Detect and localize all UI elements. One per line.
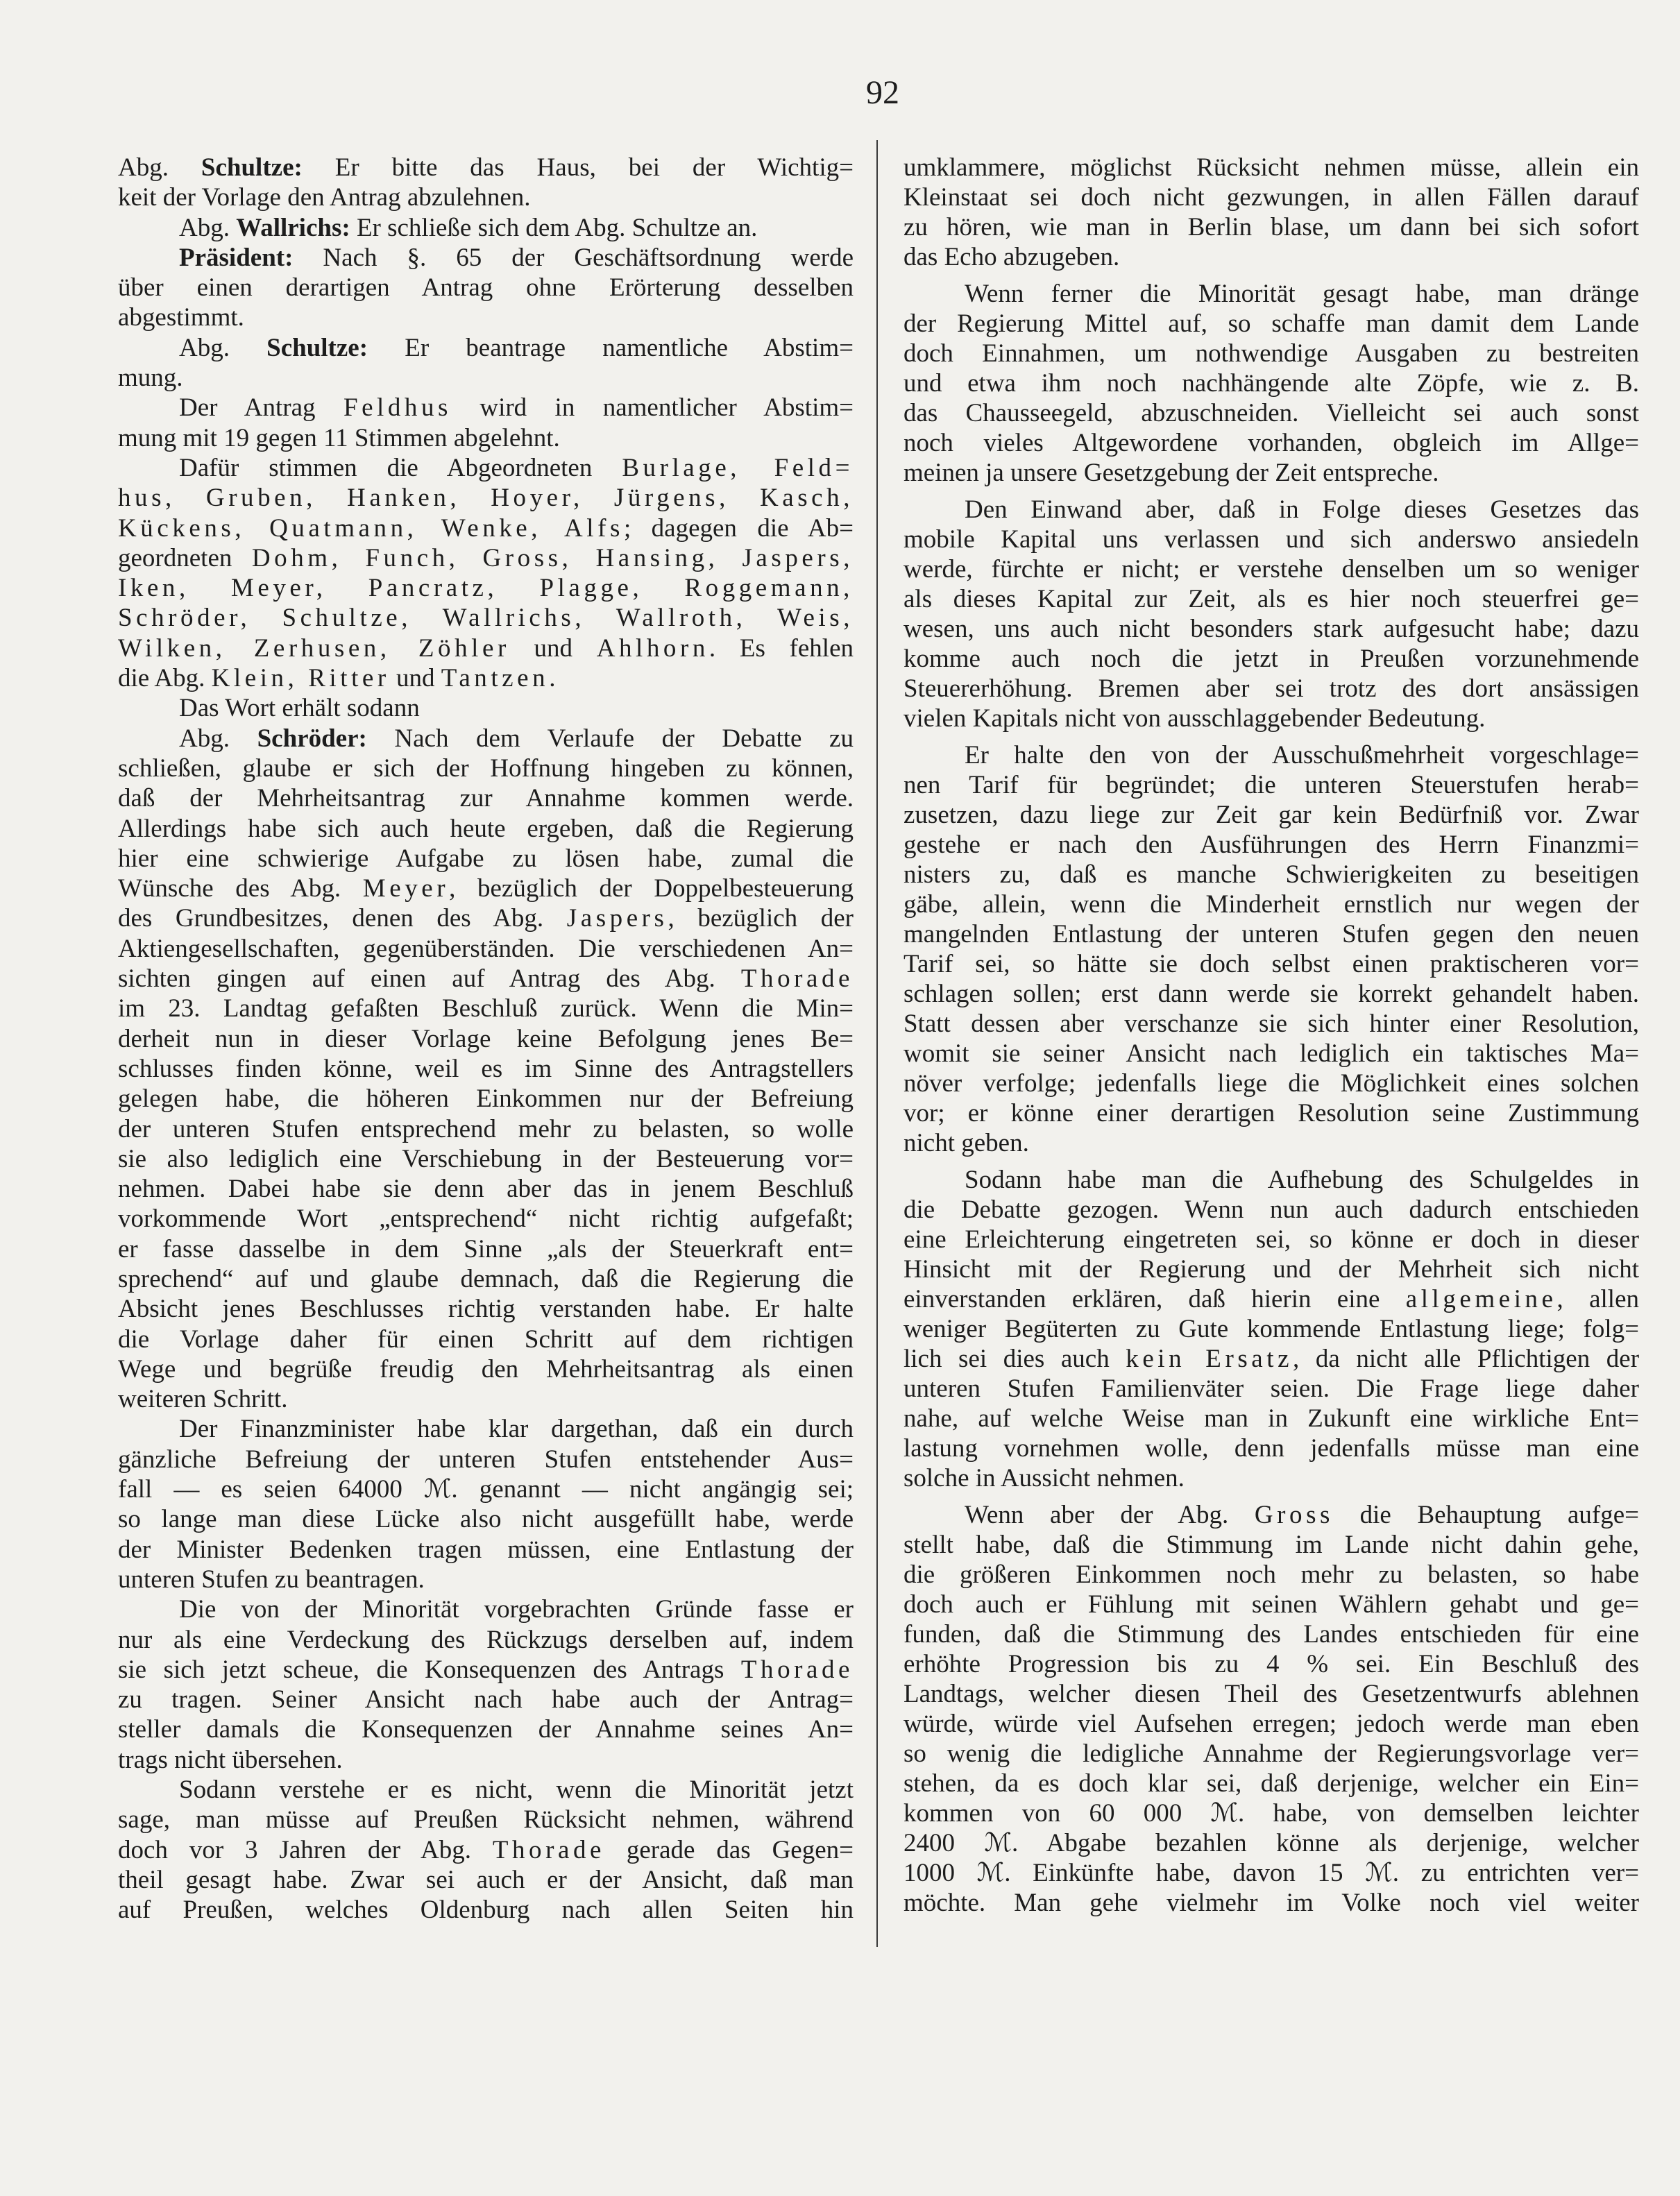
text-run: Sodann verstehe er es nicht, wenn die Minorität jetzt (179, 1776, 854, 1805)
spaced-emphasis: Ahlhorn (596, 633, 709, 663)
text-line (118, 1174, 854, 1204)
text-run: die Debatte gezogen. Wenn nun auch dadurch entschieden (903, 1195, 1639, 1224)
text-line (903, 1619, 1639, 1649)
spaced-emphasis: Wilken, Zerhusen, Zöhler (118, 633, 510, 663)
left-column (118, 153, 854, 1925)
text-run: Die von der Minorität vorgebrachten Gründe fasse er (179, 1595, 854, 1624)
spaced-emphasis: allgemeine (1405, 1285, 1557, 1313)
page-number: 92 (866, 74, 899, 111)
text-line (903, 1098, 1639, 1128)
text-line (903, 1709, 1639, 1739)
text-line (903, 949, 1639, 979)
text-line (903, 644, 1639, 674)
text-run: lich sei dies auch (903, 1345, 1126, 1373)
text-line (118, 423, 854, 453)
text-line (903, 1225, 1639, 1254)
text-line (118, 964, 854, 994)
text-run: die größeren Einkommen noch mehr zu belasten, so habe (903, 1560, 1639, 1589)
text-run: Kleinstaat sei doch nicht gezwungen, in allen Fällen darauf (903, 183, 1639, 212)
text-line (903, 1888, 1639, 1918)
text-line (903, 860, 1639, 890)
text-run: und (389, 664, 441, 693)
text-line (118, 994, 854, 1023)
text-run: nisters zu, daß es manche Schwierigkeiten zu beseitigen (903, 860, 1639, 889)
text-line (118, 724, 854, 754)
text-run: . Es fehlen (709, 633, 854, 663)
text-run: gelegen habe, die höheren Einkommen nur der Befreiung (118, 1084, 854, 1114)
right-column (903, 153, 1639, 1918)
text-line (903, 242, 1639, 272)
text-line (903, 1433, 1639, 1463)
paragraph (118, 153, 854, 213)
spaced-emphasis: Thorade (492, 1835, 605, 1864)
text-run: zu tragen. Seiner Ansicht nach habe auch der Antrag= (118, 1685, 854, 1714)
text-line (118, 1625, 854, 1655)
text-run: , allen (1556, 1285, 1639, 1313)
text-run: weiteren Schritt. (118, 1385, 288, 1414)
paragraph (118, 1775, 854, 1925)
text-line (118, 363, 854, 393)
text-run: erhöhte Progression bis zu 4 % sei. Ein Beschluß des (903, 1650, 1639, 1678)
text-run: sichten gingen auf einen auf Antrag des Abg. (118, 964, 741, 994)
text-line (118, 1144, 854, 1174)
spaced-emphasis: kein Ersatz (1126, 1345, 1293, 1373)
text-line (118, 182, 854, 212)
text-run: auf Preußen, welches Oldenburg nach allen Seiten hin (118, 1896, 854, 1925)
text-run: die Abg. (118, 664, 212, 693)
text-run: wird in namentlicher Abstim= (451, 393, 854, 423)
text-line (118, 814, 854, 844)
text-run: als dieses Kapital zur Zeit, als es hier noch steuerfrei ge= (903, 585, 1639, 613)
text-run: gäbe, allein, wenn die Minderheit ernstlich nur wegen der (903, 890, 1639, 919)
text-run: so wenig die ledigliche Annahme der Regierungsvorlage ver= (903, 1739, 1639, 1768)
text-run: Abg. (179, 333, 267, 362)
text-line (118, 1234, 854, 1264)
paragraph (903, 279, 1639, 488)
text-run: der Regierung Mittel auf, so schaffe man damit dem Lande (903, 309, 1639, 338)
text-run: Er beantrage namentliche Abstim= (368, 333, 854, 362)
text-line (903, 1374, 1639, 1404)
spaced-emphasis: Dohm, Funch, Gross, Hansing, Jaspers, (251, 543, 854, 572)
text-run: steller damals die Konsequenzen der Annahme seines An= (118, 1715, 854, 1744)
text-line (903, 398, 1639, 428)
text-run: nur als eine Verdeckung des Rückzugs derselben auf, indem (118, 1625, 854, 1654)
text-run: Absicht jenes Beschlusses richtig verstanden habe. Er halte (118, 1295, 854, 1324)
text-run: . (549, 664, 556, 693)
text-run: über einen derartigen Antrag ohne Erörterung desselben (118, 273, 854, 303)
text-line (903, 1858, 1639, 1888)
text-run: Nach dem Verlaufe der Debatte zu (366, 724, 854, 753)
text-line (118, 1565, 854, 1594)
text-line (118, 633, 854, 663)
text-run: trags nicht übersehen. (118, 1745, 343, 1774)
text-line (903, 1128, 1639, 1158)
text-run: mobile Kapital uns verlassen und sich anderswo ansiedeln (903, 525, 1639, 554)
text-run: sprechend“ auf und glaube demnach, daß die Regierung die (118, 1264, 854, 1293)
text-line (118, 1895, 854, 1925)
text-line (118, 1504, 854, 1534)
text-run: Wünsche des Abg. (118, 874, 363, 903)
text-run: schlagen sollen; erst dann werde sie korrekt gehandelt haben. (903, 980, 1639, 1008)
text-line (903, 1009, 1639, 1039)
text-line (118, 1054, 854, 1084)
text-line (903, 1769, 1639, 1798)
text-line (903, 1590, 1639, 1619)
paragraph (118, 453, 854, 693)
text-line (903, 674, 1639, 704)
spaced-emphasis: Thorade (740, 964, 854, 994)
text-run: abgestimmt. (118, 303, 244, 332)
text-line (903, 554, 1639, 584)
text-run: Nach §. 65 der Geschäftsordnung werde (293, 243, 854, 272)
text-run: komme auch noch die jetzt in Preußen vorzunehmende (903, 645, 1639, 673)
text-run: Wenn aber der Abg. (965, 1501, 1255, 1529)
text-run: werde, fürchte er nicht; er verstehe denselben um so weniger (903, 555, 1639, 584)
text-line (903, 1404, 1639, 1433)
paragraph (118, 393, 854, 453)
text-line (903, 279, 1639, 309)
paragraph (118, 724, 854, 1415)
text-line (118, 1414, 854, 1444)
speaker-name: Schröder: (257, 724, 367, 753)
text-run: 2400 ℳ. Abgabe bezahlen könne als derjenige, welcher (903, 1829, 1639, 1857)
text-run: sie sich jetzt scheue, die Konsequenzen des Antrags (118, 1655, 741, 1684)
text-run: eine Erleichterung eingetreten sei, so könne er doch in dieser (903, 1225, 1639, 1254)
text-line (903, 428, 1639, 458)
text-run: Aktiengesellschaften, gegenüberständen. Die verschiedenen An= (118, 934, 854, 963)
text-line (118, 1384, 854, 1414)
text-run: nahe, auf welche Weise man in Zukunft eine wirkliche Ent= (903, 1404, 1639, 1433)
text-run: schlusses finden könne, weil es im Sinne des Antragstellers (118, 1054, 854, 1083)
text-run: das Chausseegeld, abzuschneiden. Vielleicht sei auch sonst (903, 399, 1639, 427)
text-run: mung mit 19 gegen 11 Stimmen abgelehnt. (118, 423, 560, 452)
text-line (118, 603, 854, 633)
paragraph (903, 1165, 1639, 1493)
text-line (118, 754, 854, 783)
text-line (118, 543, 854, 573)
text-line (118, 1865, 854, 1895)
text-run: unteren Stufen Familienväter seien. Die Frage liege daher (903, 1374, 1639, 1403)
spaced-emphasis: Gross (1254, 1501, 1334, 1529)
text-line (118, 153, 854, 182)
text-line (903, 1069, 1639, 1098)
paragraph (903, 740, 1639, 1158)
text-line (118, 243, 854, 273)
text-run: zu hören, wie man in Berlin blase, um dann bei sich sofort (903, 213, 1639, 241)
text-line (903, 525, 1639, 554)
text-run: Das Wort erhält sodann (179, 694, 420, 723)
paragraph (118, 1414, 854, 1594)
text-run: nen Tarif für begründet; die unteren Steuerstufen herab= (903, 771, 1639, 799)
text-run: des Grundbesitzes, denen des Abg. (118, 904, 567, 933)
text-line (903, 919, 1639, 949)
text-run: der unteren Stufen entsprechend mehr zu belasten, so wolle (118, 1114, 854, 1143)
text-run: Er schließe sich dem Abg. Schultze an. (350, 213, 758, 242)
text-line (903, 1039, 1639, 1069)
text-line (118, 693, 854, 723)
text-line (903, 1344, 1639, 1374)
text-run: Den Einwand aber, daß in Folge dieses Gesetzes das (965, 495, 1639, 524)
text-line (118, 333, 854, 363)
text-line (118, 513, 854, 543)
text-run: sie also lediglich eine Verschiebung in der Besteuerung vor= (118, 1144, 854, 1173)
text-run: mangelnden Entlastung der unteren Stufen gegen den neuen (903, 920, 1639, 948)
text-line (118, 1264, 854, 1294)
text-line (118, 1024, 854, 1054)
text-line (903, 1463, 1639, 1493)
text-run: möchte. Man gehe vielmehr im Volke noch viel weiter (903, 1889, 1639, 1917)
speaker-name: Präsident: (179, 243, 294, 272)
text-run: stehen, da es doch klar sei, daß derjenige, welcher ein Ein= (903, 1769, 1639, 1798)
text-run: Steuererhöhung. Bremen aber sei trotz des dort ansässigen (903, 674, 1639, 703)
text-run: kommen von 60 000 ℳ. habe, von demselben leichter (903, 1799, 1639, 1828)
spaced-emphasis: Tantzen (441, 664, 550, 693)
spaced-emphasis: Feldhus (343, 393, 452, 423)
text-run: Er bitte das Haus, bei der Wichtig= (302, 153, 854, 182)
spaced-emphasis: Burlage, Feld= (622, 453, 854, 482)
text-line (903, 979, 1639, 1009)
text-line (903, 1254, 1639, 1284)
text-run: die Behauptung aufge= (1333, 1501, 1639, 1529)
text-line (118, 1474, 854, 1504)
text-line (903, 1500, 1639, 1530)
text-line (118, 783, 854, 813)
text-run: einverstanden erklären, daß hierin eine (903, 1285, 1406, 1313)
paragraph (118, 1594, 854, 1775)
text-line (903, 1530, 1639, 1560)
paragraph (903, 1500, 1639, 1918)
text-line (118, 1805, 854, 1835)
text-run: meinen ja unsere Gesetzgebung der Zeit entspreche. (903, 459, 1439, 487)
text-line (903, 1828, 1639, 1858)
text-run: , bezüglich der Doppelbesteuerung (449, 874, 854, 903)
text-line (903, 458, 1639, 488)
text-run: theil gesagt habe. Zwar sei auch er der Ansicht, daß man (118, 1865, 854, 1894)
text-run: gänzliche Befreiung der unteren Stufen entstehender Aus= (118, 1445, 854, 1474)
text-line (118, 1714, 854, 1744)
text-run: doch Einnahmen, um nothwendige Ausgaben zu bestreiten (903, 339, 1639, 368)
text-run: vorkommende Wort „entsprechend“ nicht richtig aufgefaßt; (118, 1205, 854, 1234)
text-run: Allerdings habe sich auch heute ergeben, daß die Regierung (118, 814, 854, 843)
paragraph (903, 495, 1639, 733)
text-run: das Echo abzugeben. (903, 243, 1120, 271)
speaker-name: Schultze: (266, 333, 368, 362)
text-line (903, 800, 1639, 830)
text-line (903, 1165, 1639, 1195)
speaker-name: Wallrichs: (236, 213, 350, 242)
text-run: er fasse dasselbe in dem Sinne „als der Steuerkraft ent= (118, 1234, 854, 1263)
text-run: Wege und begrüße freudig den Mehrheitsantrag als einen (118, 1354, 854, 1384)
text-line (903, 1195, 1639, 1225)
text-run: nehmen. Dabei habe sie denn aber das in jenem Beschluß (118, 1175, 854, 1204)
text-run: , da nicht alle Pflichtigen der (1293, 1345, 1640, 1373)
paragraph (118, 243, 854, 333)
text-run: Abg. (179, 724, 257, 753)
text-run: 1000 ℳ. Einkünfte habe, davon 15 ℳ. zu entrichten ver= (903, 1859, 1639, 1887)
text-line (118, 874, 854, 903)
text-line (903, 614, 1639, 644)
text-run: Landtags, welcher diesen Theil des Gesetzentwurfs ablehnen (903, 1680, 1639, 1708)
text-line (118, 393, 854, 423)
spaced-emphasis: Schröder, Schultze, Wallrichs, Wallroth, Weis, (118, 604, 854, 633)
text-run: wesen, uns auch nicht besonders stark aufgesucht habe; dazu (903, 615, 1639, 643)
text-run: zusetzen, dazu liege zur Zeit gar kein Bedürfniß vor. Zwar (903, 801, 1639, 829)
text-line (903, 584, 1639, 614)
text-line (903, 740, 1639, 770)
text-run: die Vorlage daher für einen Schritt auf dem richtigen (118, 1325, 854, 1354)
text-run: Wenn ferner die Minorität gesagt habe, man dränge (965, 280, 1639, 308)
text-line (118, 1745, 854, 1775)
text-run: Statt dessen aber verschanze sie sich hinter einer Resolution, (903, 1010, 1639, 1038)
text-run: hier eine schwierige Aufgabe zu lösen habe, zumal die (118, 844, 854, 873)
paragraph (118, 213, 854, 243)
text-line (118, 1835, 854, 1865)
text-run: stellt habe, daß die Stimmung im Lande nicht dahin gehe, (903, 1531, 1639, 1559)
text-line (118, 1535, 854, 1565)
text-line (118, 844, 854, 874)
text-run: Abg. (179, 213, 237, 242)
text-run: daß der Mehrheitsantrag zur Annahme kommen werde. (118, 784, 854, 813)
text-run: schließen, glaube er sich der Hoffnung hingeben zu können, (118, 754, 854, 783)
text-line (118, 663, 854, 693)
text-line (903, 1679, 1639, 1709)
text-run: gerade das Gegen= (604, 1835, 854, 1864)
text-run: lastung vornehmen wolle, denn jedenfalls müsse man eine (903, 1434, 1639, 1463)
text-run: Tarif sei, so hätte sie doch selbst einen praktischeren vor= (903, 950, 1639, 978)
text-run: würde, würde viel Aufsehen erregen; jedoch werde man eben (903, 1710, 1639, 1738)
text-run: noch vieles Altgewordene vorhanden, obgleich im Allge= (903, 429, 1639, 457)
text-run: womit sie seiner Ansicht nach lediglich ein taktisches Ma= (903, 1039, 1639, 1068)
text-line (903, 212, 1639, 242)
text-run: Der Antrag (179, 393, 343, 423)
spaced-emphasis: Jaspers (566, 904, 668, 933)
column-divider (876, 140, 878, 1947)
text-line (118, 1594, 854, 1624)
paragraph (118, 333, 854, 393)
text-line (903, 182, 1639, 212)
text-run: nicht geben. (903, 1129, 1029, 1157)
text-run: növer verfolge; jedenfalls liege die Möglichkeit eines solchen (903, 1069, 1639, 1098)
text-run: und etwa ihm noch nachhängende alte Zöpfe, wie z. B. (903, 369, 1639, 398)
text-run: und (509, 633, 597, 663)
text-line (118, 1445, 854, 1474)
text-run: derheit nun in dieser Vorlage keine Befolgung jenes Be= (118, 1024, 854, 1053)
text-run: vielen Kapitals nicht von ausschlaggebender Bedeutung. (903, 704, 1486, 733)
spaced-emphasis: Klein, Ritter (211, 664, 390, 693)
text-line (903, 890, 1639, 919)
text-run: , bezüglich der (668, 904, 854, 933)
spaced-emphasis: Thorade (740, 1655, 854, 1684)
text-line (118, 934, 854, 964)
text-run: weniger Begüterten zu Gute kommende Entlastung liege; folg= (903, 1315, 1639, 1343)
text-run: solche in Aussicht nehmen. (903, 1464, 1185, 1492)
text-line (903, 704, 1639, 733)
text-run: sage, man müsse auf Preußen Rücksicht nehmen, während (118, 1805, 854, 1835)
spaced-emphasis: Kückens, Quatmann, Wenke, Alfs (118, 513, 624, 543)
text-line (903, 1284, 1639, 1314)
text-line (903, 1314, 1639, 1344)
text-line (903, 1649, 1639, 1679)
text-line (903, 309, 1639, 339)
text-line (118, 903, 854, 933)
text-run: Er halte den von der Ausschußmehrheit vorgeschlage= (965, 741, 1639, 769)
text-line (118, 1354, 854, 1384)
spaced-emphasis: hus, Gruben, Hanken, Hoyer, Jürgens, Kasch, (118, 484, 854, 513)
text-line (118, 573, 854, 603)
text-line (118, 1775, 854, 1805)
text-line (118, 1685, 854, 1714)
text-run: mung. (118, 364, 183, 393)
text-line (903, 1560, 1639, 1590)
text-run: ; dagegen die Ab= (623, 513, 854, 543)
text-run: im 23. Landtag gefaßten Beschluß zurück. Wenn die Min= (118, 994, 854, 1023)
text-line (903, 770, 1639, 800)
text-run: gestehe er nach den Ausführungen des Herrn Finanzmi= (903, 831, 1639, 859)
text-line (903, 339, 1639, 368)
text-run: doch vor 3 Jahren der Abg. (118, 1835, 493, 1864)
text-line (903, 368, 1639, 398)
text-run: Dafür stimmen die Abgeordneten (179, 453, 622, 482)
text-line (118, 1294, 854, 1324)
text-line (118, 303, 854, 332)
text-line (118, 453, 854, 483)
spaced-emphasis: Meyer (362, 874, 450, 903)
text-run: der Minister Bedenken tragen müssen, eine Entlastung der (118, 1535, 854, 1564)
text-run: fall — es seien 64000 ℳ. genannt — nicht angängig sei; (118, 1475, 854, 1504)
text-run: Abg. (118, 153, 201, 182)
text-line (903, 495, 1639, 525)
text-line (118, 1114, 854, 1144)
text-run: Der Finanzminister habe klar dargethan, daß ein durch (179, 1415, 854, 1444)
text-run: doch auch er Fühlung mit seinen Wählern gehabt und ge= (903, 1590, 1639, 1619)
text-line (903, 1739, 1639, 1769)
text-line (903, 1798, 1639, 1828)
speaker-name: Schultze: (201, 153, 303, 182)
paragraph (903, 153, 1639, 272)
text-run: vor; er könne einer derartigen Resolution seine Zustimmung (903, 1099, 1639, 1127)
spaced-emphasis: Iken, Meyer, Pancratz, Plagge, Roggemann, (118, 574, 854, 603)
text-line (903, 153, 1639, 182)
text-run: Sodann habe man die Aufhebung des Schulgeldes in (965, 1166, 1639, 1194)
text-line (118, 1655, 854, 1685)
text-line (118, 213, 854, 243)
text-run: keit der Vorlage den Antrag abzulehnen. (118, 183, 531, 212)
text-line (118, 1325, 854, 1354)
text-line (118, 483, 854, 513)
text-line (903, 830, 1639, 860)
text-run: geordneten (118, 543, 252, 572)
text-line (118, 273, 854, 303)
text-run: umklammere, möglichst Rücksicht nehmen müsse, allein ein (903, 153, 1639, 182)
text-run: so lange man diese Lücke also nicht ausgefüllt habe, werde (118, 1505, 854, 1534)
text-run: unteren Stufen zu beantragen. (118, 1565, 425, 1594)
text-run: Hinsicht mit der Regierung und der Mehrheit sich nicht (903, 1255, 1639, 1284)
text-run: funden, daß die Stimmung des Landes entschieden für eine (903, 1620, 1639, 1649)
paragraph (118, 693, 854, 723)
text-line (118, 1084, 854, 1114)
text-line (118, 1204, 854, 1234)
